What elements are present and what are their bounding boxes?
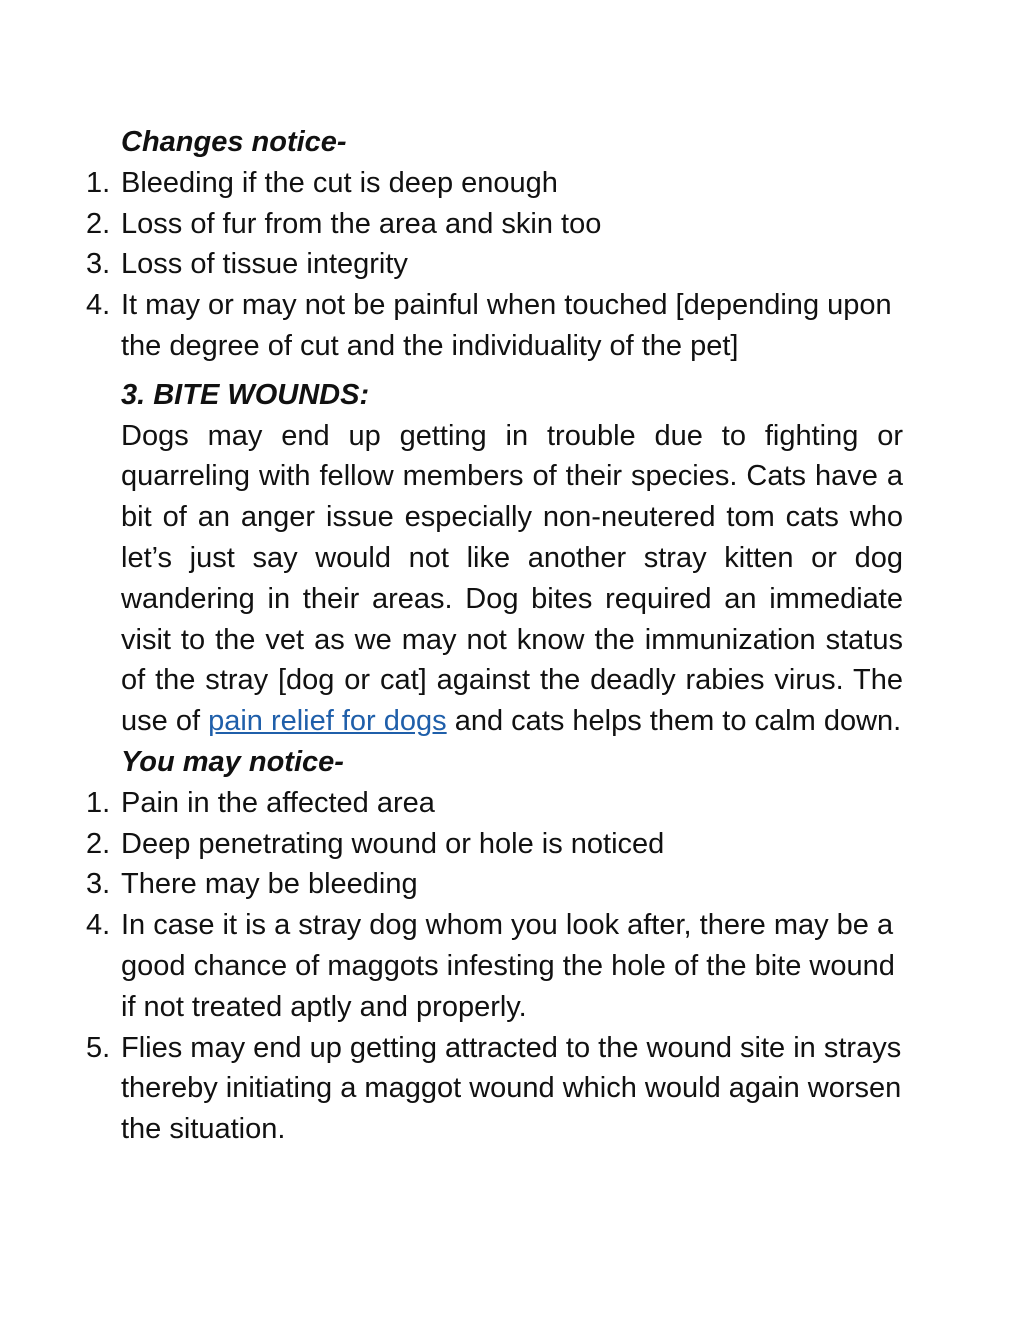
bite-wounds-heading: 3. BITE WOUNDS:: [121, 378, 370, 411]
list-number: 1.: [86, 786, 111, 819]
pain-relief-link[interactable]: pain relief for dogs: [208, 705, 447, 738]
changes-notice-heading: Changes notice-: [121, 126, 347, 158]
list-item-text: Deep penetrating wound or hole is noticed: [121, 827, 665, 860]
list-number: 2.: [86, 827, 111, 860]
list-item: [86, 905, 903, 1027]
list-item: [86, 285, 903, 367]
notice-list: [86, 783, 903, 1150]
list-number: 3.: [86, 868, 111, 901]
list-item: [86, 204, 903, 245]
you-may-notice-heading: You may notice-: [121, 745, 344, 778]
list-number: 2.: [86, 207, 111, 240]
list-number: 4.: [86, 289, 111, 322]
list-item-text: Pain in the affected area: [121, 786, 435, 819]
changes-list: [86, 163, 903, 367]
list-item: [86, 163, 903, 204]
list-item-text: In case it is a stray dog whom you look after, there may be a good chance of maggots infesting the hole of the bite wound if not treated aptly and properly.: [121, 909, 895, 1023]
list-item-text: Loss of fur from the area and skin too: [121, 207, 602, 240]
list-item: [86, 824, 903, 865]
list-item-text: There may be bleeding: [121, 868, 418, 901]
list-item-text: Flies may end up getting attracted to the wound site in strays thereby initiating a maggot wound which would again worsen the situation.: [121, 1031, 902, 1146]
list-item-text: It may or may not be painful when touched [depending upon the degree of cut and the individuality of the pet]: [121, 289, 892, 362]
list-number: 3.: [86, 248, 111, 281]
list-item: [86, 864, 903, 905]
list-number: 1.: [86, 166, 111, 199]
bite-wounds-paragraph: [121, 416, 903, 742]
list-item: [86, 783, 903, 824]
list-number: 5.: [86, 1031, 111, 1064]
paragraph-text-before-link: Dogs may end up getting in trouble due to fighting or quarreling with fellow members of their species. Cats have a bit of an anger issue especially non-neutered tom cats who let’s just say would not like another stray kitten or dog wandering in their areas. Dog bites required an immediate visit to the vet as we may not know the immunization status of the stray [dog or cat] against the deadly rabies virus. The use of: [121, 419, 903, 738]
list-item-text: Loss of tissue integrity: [121, 248, 408, 281]
document-content: [86, 122, 903, 1150]
list-item: [86, 1028, 903, 1150]
list-item: [86, 244, 903, 285]
paragraph-text-after-link: and cats helps them to calm down.: [446, 705, 902, 738]
list-number: 4.: [86, 909, 111, 942]
list-item-text: Bleeding if the cut is deep enough: [121, 166, 558, 199]
